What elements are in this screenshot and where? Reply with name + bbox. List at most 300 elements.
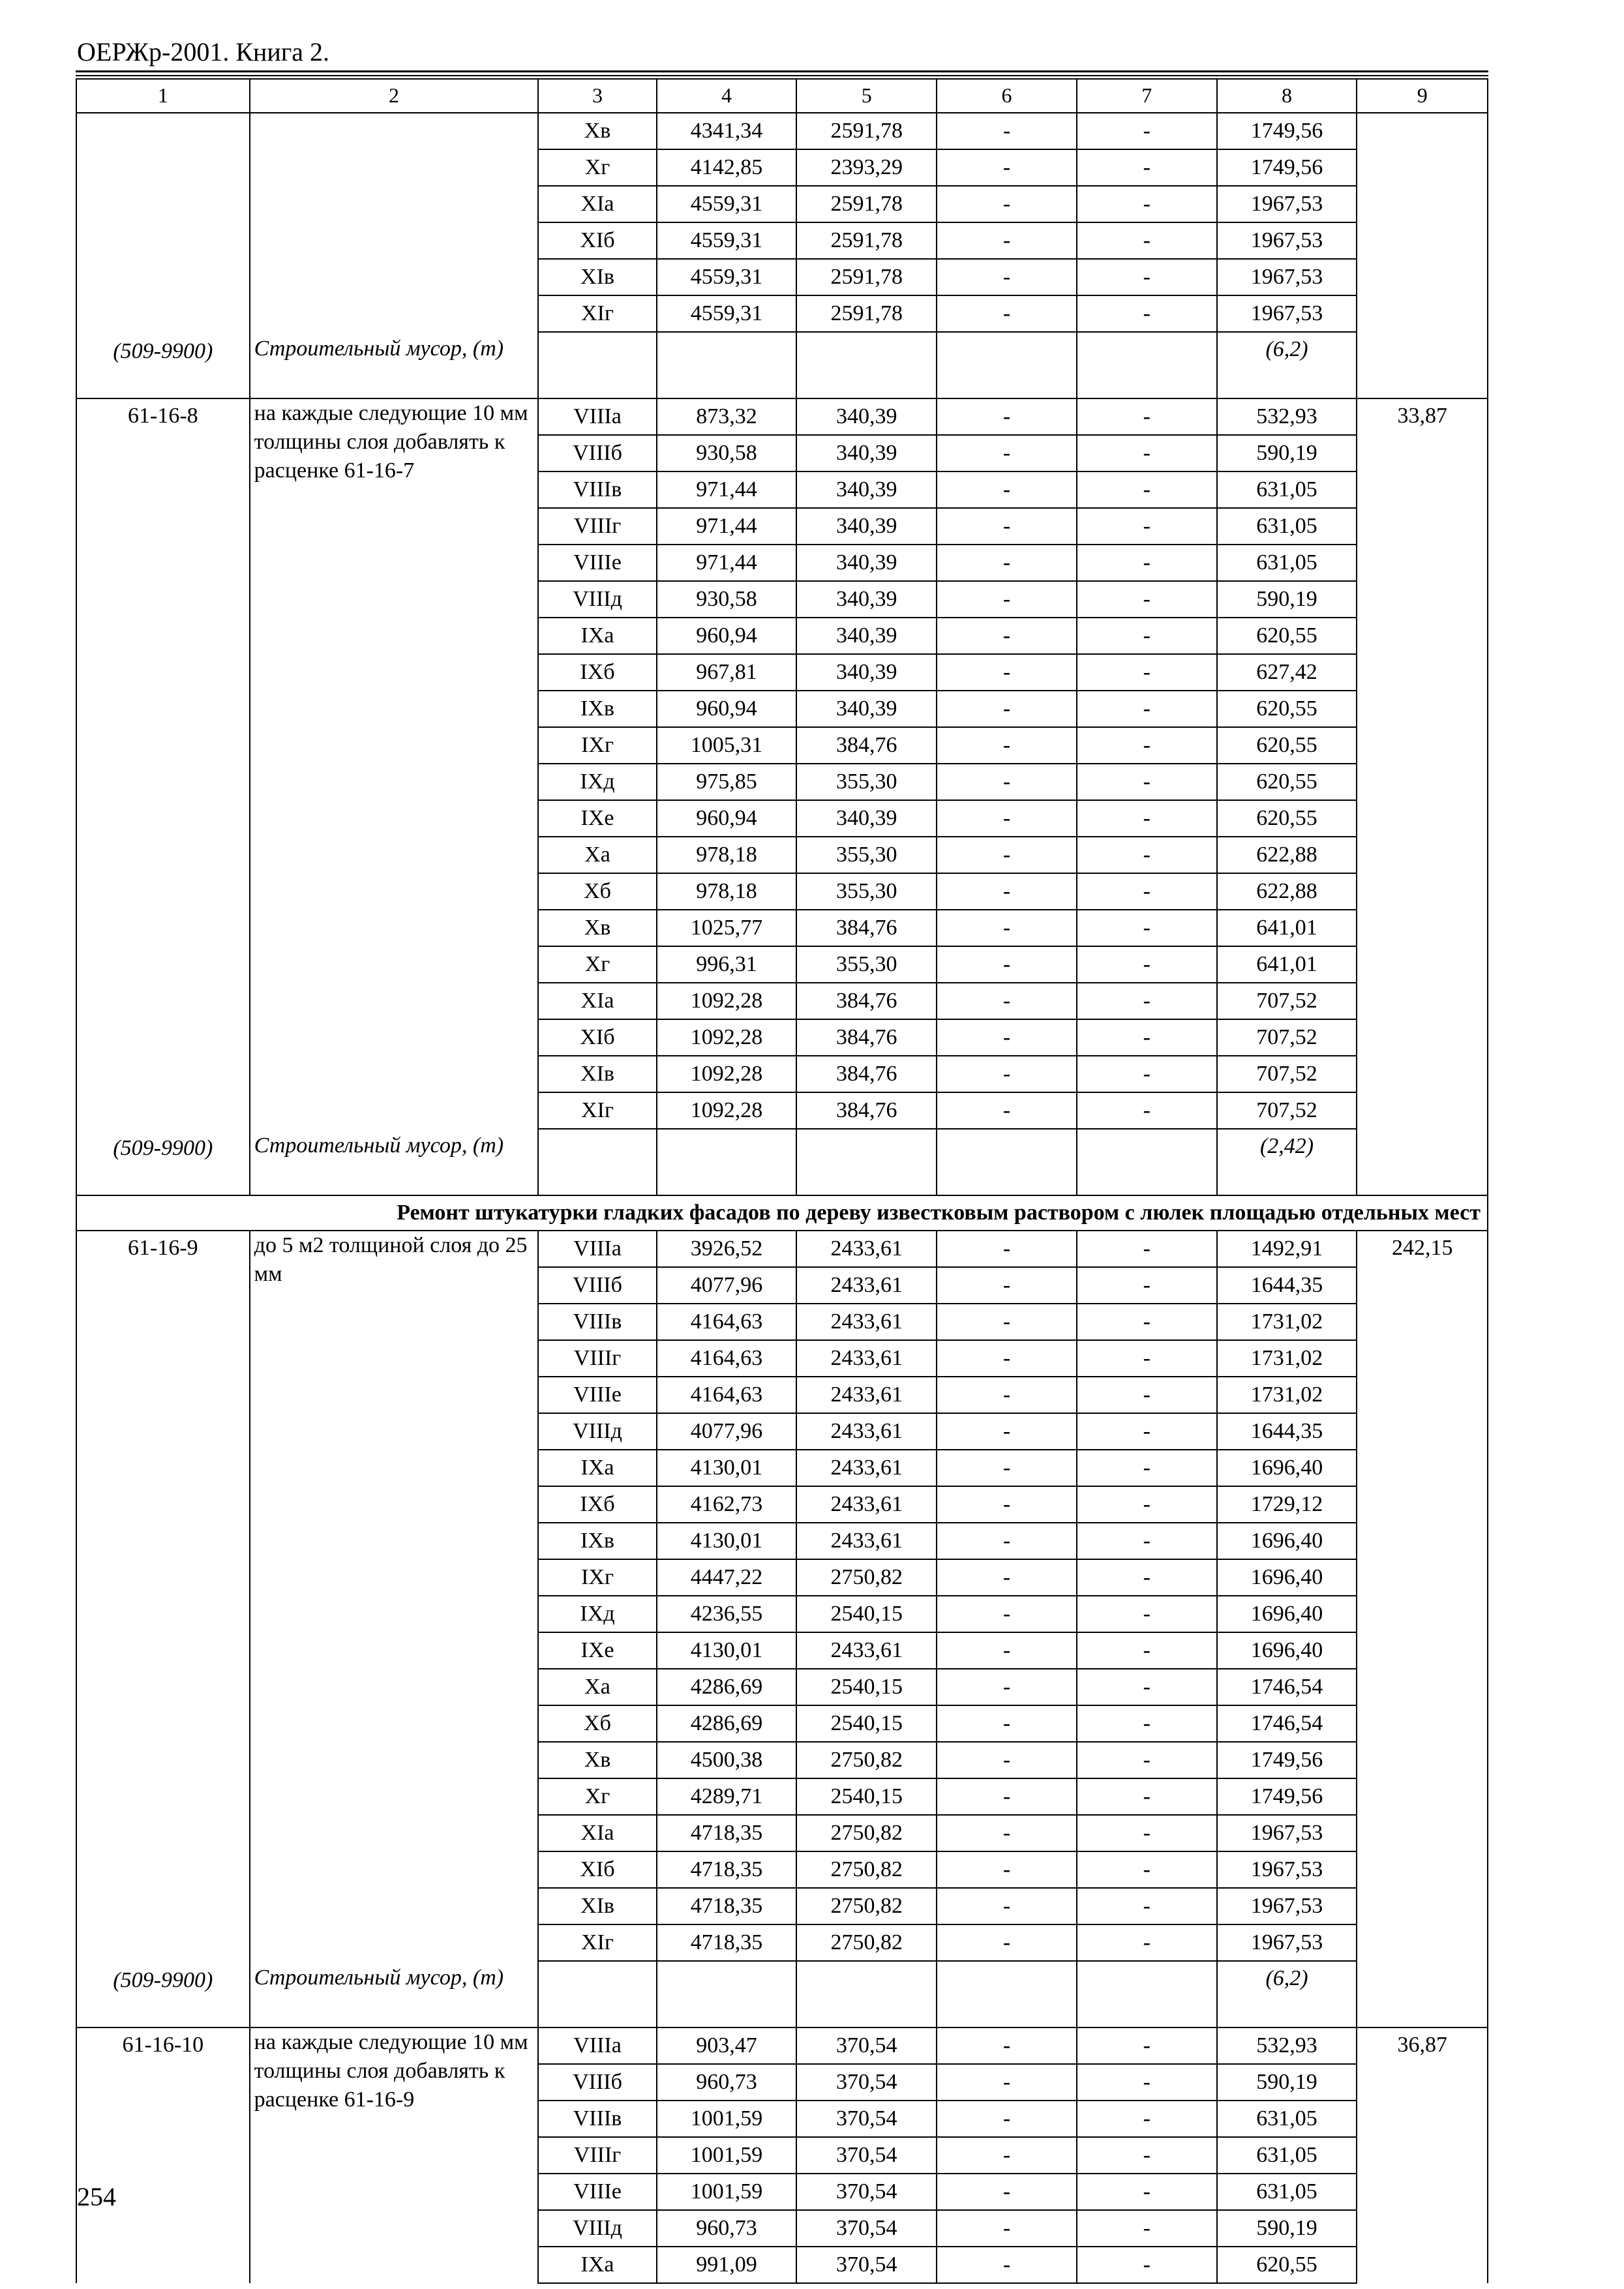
cost-wages: 2750,82 [796, 1559, 937, 1596]
region-code: IXа [538, 2247, 656, 2283]
cost-machines: - [937, 1705, 1077, 1742]
cost-machinist-wages: - [1077, 1413, 1217, 1450]
region-code: IXе [538, 1632, 656, 1669]
region-code: XIа [538, 186, 656, 222]
cost-machinist-wages: - [1077, 1778, 1217, 1815]
cost-total: 960,73 [657, 2210, 797, 2247]
waste-empty [538, 1961, 656, 2027]
cost-materials: 631,05 [1217, 508, 1357, 545]
cost-total: 1092,28 [657, 983, 797, 1019]
cost-machinist-wages: - [1077, 618, 1217, 654]
region-code: IXг [538, 1559, 656, 1596]
cost-machinist-wages: - [1077, 1851, 1217, 1888]
cost-wages: 355,30 [796, 946, 937, 983]
cost-total: 4500,38 [657, 1742, 797, 1778]
rate-code: 61-16-10 [76, 2027, 250, 2283]
cost-wages: 2591,78 [796, 259, 937, 295]
cost-machines: - [937, 1486, 1077, 1523]
cost-wages: 2750,82 [796, 1888, 937, 1924]
cost-wages: 2433,61 [796, 1413, 937, 1450]
cost-wages: 384,76 [796, 983, 937, 1019]
cost-machinist-wages: - [1077, 581, 1217, 618]
cost-total: 967,81 [657, 654, 797, 691]
cost-materials: 631,05 [1217, 2101, 1357, 2137]
cost-total: 930,58 [657, 435, 797, 471]
cost-wages: 340,39 [796, 508, 937, 545]
cost-wages: 2540,15 [796, 1705, 937, 1742]
cost-machinist-wages: - [1077, 654, 1217, 691]
column-number: 8 [1217, 79, 1357, 113]
cost-total: 3926,52 [657, 1231, 797, 1267]
cost-machinist-wages: - [1077, 1056, 1217, 1092]
cost-total: 978,18 [657, 873, 797, 910]
column-number: 6 [937, 79, 1077, 113]
region-code: Xа [538, 837, 656, 873]
cost-machinist-wages: - [1077, 435, 1217, 471]
cost-machines: - [937, 946, 1077, 983]
labor-cost: 36,87 [1357, 2027, 1488, 2283]
cost-machines: - [937, 691, 1077, 727]
cost-materials: 1492,91 [1217, 1231, 1357, 1267]
cost-materials: 1967,53 [1217, 1888, 1357, 1924]
cost-machinist-wages: - [1077, 398, 1217, 435]
cost-machines: - [937, 2064, 1077, 2101]
cost-total: 971,44 [657, 471, 797, 508]
region-code: VIIIе [538, 1377, 656, 1413]
cost-wages: 2433,61 [796, 1523, 937, 1559]
cost-wages: 2433,61 [796, 1486, 937, 1523]
cost-materials: 1696,40 [1217, 1523, 1357, 1559]
cost-total: 971,44 [657, 508, 797, 545]
region-code: IXв [538, 691, 656, 727]
cost-total: 1092,28 [657, 1019, 797, 1056]
cost-wages: 384,76 [796, 910, 937, 946]
cost-machines: - [937, 398, 1077, 435]
cost-total: 4236,55 [657, 1596, 797, 1632]
cost-wages: 370,54 [796, 2174, 937, 2210]
cost-wages: 2393,29 [796, 149, 937, 186]
region-code: IXа [538, 618, 656, 654]
cost-total: 1025,77 [657, 910, 797, 946]
cost-wages: 340,39 [796, 545, 937, 581]
rate-description: до 5 м2 толщиной слоя до 25 мм [250, 1231, 539, 1961]
region-code: IXб [538, 654, 656, 691]
cost-total: 1001,59 [657, 2137, 797, 2174]
region-code: Xв [538, 113, 656, 149]
cost-materials: 1644,35 [1217, 1413, 1357, 1450]
cost-wages: 355,30 [796, 764, 937, 800]
cost-total: 1001,59 [657, 2174, 797, 2210]
cost-total: 903,47 [657, 2027, 797, 2064]
cost-machines: - [937, 1851, 1077, 1888]
cost-machines: - [937, 435, 1077, 471]
region-code: VIIIа [538, 398, 656, 435]
cost-machines: - [937, 873, 1077, 910]
region-code: XIа [538, 1815, 656, 1851]
cost-machinist-wages: - [1077, 259, 1217, 295]
region-code: Xв [538, 910, 656, 946]
cost-total: 4559,31 [657, 222, 797, 259]
section-heading-row [76, 1195, 1488, 1231]
cost-machinist-wages: - [1077, 727, 1217, 764]
cost-machines: - [937, 295, 1077, 332]
cost-total: 991,09 [657, 2247, 797, 2283]
cost-machines: - [937, 1523, 1077, 1559]
cost-wages: 2540,15 [796, 1596, 937, 1632]
cost-machines: - [937, 545, 1077, 581]
cost-machines: - [937, 1340, 1077, 1377]
cost-wages: 370,54 [796, 2101, 937, 2137]
cost-machines: - [937, 222, 1077, 259]
cost-total: 4164,63 [657, 1304, 797, 1340]
cost-machinist-wages: - [1077, 1450, 1217, 1486]
cost-materials: 590,19 [1217, 2064, 1357, 2101]
region-code: XIв [538, 259, 656, 295]
labor-cost [1357, 113, 1488, 398]
cost-total: 960,94 [657, 618, 797, 654]
cost-materials: 631,05 [1217, 2137, 1357, 2174]
cost-materials: 620,55 [1217, 691, 1357, 727]
rate-description [250, 113, 539, 332]
region-code: IXб [538, 1486, 656, 1523]
region-code: XIв [538, 1056, 656, 1092]
cost-machinist-wages: - [1077, 545, 1217, 581]
column-number-row [76, 79, 1488, 113]
cost-total: 1092,28 [657, 1056, 797, 1092]
cost-wages: 2750,82 [796, 1924, 937, 1961]
cost-machinist-wages: - [1077, 508, 1217, 545]
cost-machinist-wages: - [1077, 2101, 1217, 2137]
table-row [76, 113, 1488, 149]
cost-wages: 370,54 [796, 2247, 937, 2283]
region-code: VIIIе [538, 2174, 656, 2210]
cost-materials: 1967,53 [1217, 186, 1357, 222]
cost-total: 4164,63 [657, 1377, 797, 1413]
cost-machinist-wages: - [1077, 1559, 1217, 1596]
region-code: XIг [538, 295, 656, 332]
cost-total: 4447,22 [657, 1559, 797, 1596]
region-code: Xг [538, 149, 656, 186]
waste-label: Строительный мусор, (т) [250, 332, 539, 398]
rate-code: 61-16-8 [76, 398, 250, 1129]
cost-materials: 532,93 [1217, 398, 1357, 435]
waste-empty [538, 1129, 656, 1195]
cost-materials: 1746,54 [1217, 1705, 1357, 1742]
region-code: Xб [538, 1705, 656, 1742]
cost-total: 4559,31 [657, 259, 797, 295]
cost-materials: 1749,56 [1217, 1778, 1357, 1815]
region-code: VIIIд [538, 2210, 656, 2247]
labor-cost: 242,15 [1357, 1231, 1488, 2027]
region-code: IXа [538, 1450, 656, 1486]
cost-wages: 2750,82 [796, 1851, 937, 1888]
cost-wages: 355,30 [796, 837, 937, 873]
cost-machinist-wages: - [1077, 2137, 1217, 2174]
cost-machines: - [937, 113, 1077, 149]
cost-total: 1005,31 [657, 727, 797, 764]
waste-empty [937, 332, 1077, 398]
cost-wages: 384,76 [796, 1019, 937, 1056]
cost-materials: 620,55 [1217, 618, 1357, 654]
cost-total: 971,44 [657, 545, 797, 581]
waste-code: (509-9900) [76, 1129, 250, 1195]
region-code: VIIIе [538, 545, 656, 581]
cost-materials: 590,19 [1217, 2210, 1357, 2247]
waste-row [76, 332, 1488, 398]
waste-label: Строительный мусор, (т) [250, 1961, 539, 2027]
cost-machines: - [937, 2174, 1077, 2210]
cost-wages: 384,76 [796, 1056, 937, 1092]
cost-total: 4077,96 [657, 1413, 797, 1450]
region-code: VIIIг [538, 2137, 656, 2174]
cost-wages: 2591,78 [796, 222, 937, 259]
cost-machinist-wages: - [1077, 946, 1217, 983]
cost-machinist-wages: - [1077, 2174, 1217, 2210]
cost-materials: 1644,35 [1217, 1267, 1357, 1304]
cost-materials: 631,05 [1217, 471, 1357, 508]
cost-machines: - [937, 1092, 1077, 1129]
cost-materials: 1967,53 [1217, 295, 1357, 332]
cost-materials: 627,42 [1217, 654, 1357, 691]
cost-materials: 1749,56 [1217, 113, 1357, 149]
cost-machines: - [937, 1056, 1077, 1092]
cost-machines: - [937, 1596, 1077, 1632]
cost-machinist-wages: - [1077, 910, 1217, 946]
cost-machines: - [937, 2137, 1077, 2174]
cost-total: 4718,35 [657, 1815, 797, 1851]
cost-total: 4286,69 [657, 1705, 797, 1742]
cost-wages: 384,76 [796, 727, 937, 764]
cost-materials: 620,55 [1217, 2247, 1357, 2283]
cost-machinist-wages: - [1077, 1377, 1217, 1413]
cost-total: 996,31 [657, 946, 797, 983]
cost-wages: 2433,61 [796, 1231, 937, 1267]
cost-materials: 1746,54 [1217, 1669, 1357, 1705]
cost-wages: 370,54 [796, 2064, 937, 2101]
cost-machines: - [937, 259, 1077, 295]
waste-empty [657, 332, 797, 398]
waste-empty [1077, 1129, 1217, 1195]
table-row [76, 2027, 1488, 2064]
cost-materials: 622,88 [1217, 837, 1357, 873]
cost-machines: - [937, 764, 1077, 800]
region-code: VIIIд [538, 1413, 656, 1450]
cost-machines: - [937, 2210, 1077, 2247]
cost-machines: - [937, 1559, 1077, 1596]
cost-machinist-wages: - [1077, 1815, 1217, 1851]
region-code: XIб [538, 1851, 656, 1888]
cost-wages: 370,54 [796, 2137, 937, 2174]
region-code: XIг [538, 1092, 656, 1129]
waste-row [76, 1961, 1488, 2027]
cost-total: 960,94 [657, 691, 797, 727]
cost-wages: 2433,61 [796, 1377, 937, 1413]
cost-wages: 340,39 [796, 581, 937, 618]
cost-materials: 1696,40 [1217, 1632, 1357, 1669]
cost-machines: - [937, 983, 1077, 1019]
cost-machines: - [937, 1450, 1077, 1486]
column-number: 7 [1077, 79, 1217, 113]
region-code: VIIIб [538, 1267, 656, 1304]
cost-machinist-wages: - [1077, 222, 1217, 259]
cost-machines: - [937, 149, 1077, 186]
cost-machines: - [937, 1019, 1077, 1056]
cost-machines: - [937, 1888, 1077, 1924]
cost-materials: 631,05 [1217, 545, 1357, 581]
cost-machinist-wages: - [1077, 2247, 1217, 2283]
cost-wages: 384,76 [796, 1092, 937, 1129]
cost-machinist-wages: - [1077, 1304, 1217, 1340]
cost-total: 4559,31 [657, 186, 797, 222]
cost-materials: 1731,02 [1217, 1340, 1357, 1377]
waste-code: (509-9900) [76, 1961, 250, 2027]
cost-wages: 2750,82 [796, 1742, 937, 1778]
cost-materials: 532,93 [1217, 2027, 1357, 2064]
region-code: IXг [538, 727, 656, 764]
waste-empty [796, 1129, 937, 1195]
cost-machinist-wages: - [1077, 295, 1217, 332]
region-code: VIIIа [538, 2027, 656, 2064]
cost-total: 960,73 [657, 2064, 797, 2101]
cost-machines: - [937, 1669, 1077, 1705]
cost-materials: 1731,02 [1217, 1304, 1357, 1340]
cost-total: 4130,01 [657, 1450, 797, 1486]
cost-machines: - [937, 800, 1077, 837]
cost-machines: - [937, 186, 1077, 222]
section-heading: Ремонт штукатурки гладких фасадов по дереву известковым раствором с люлек площадью отдельных мест [76, 1195, 1488, 1231]
cost-total: 4077,96 [657, 1267, 797, 1304]
cost-machines: - [937, 910, 1077, 946]
region-code: Xг [538, 1778, 656, 1815]
column-number: 2 [250, 79, 539, 113]
cost-machines: - [937, 618, 1077, 654]
cost-machinist-wages: - [1077, 471, 1217, 508]
region-code: VIIIв [538, 1304, 656, 1340]
rate-code: 61-16-9 [76, 1231, 250, 1961]
cost-wages: 2433,61 [796, 1632, 937, 1669]
cost-total: 4718,35 [657, 1851, 797, 1888]
rate-description: на каждые следующие 10 мм толщины слоя добавлять к расценке 61-16-9 [250, 2027, 539, 2283]
cost-machines: - [937, 1815, 1077, 1851]
cost-materials: 620,55 [1217, 800, 1357, 837]
cost-wages: 2433,61 [796, 1267, 937, 1304]
waste-code: (509-9900) [76, 332, 250, 398]
cost-total: 960,94 [657, 800, 797, 837]
cost-total: 1001,59 [657, 2101, 797, 2137]
cost-wages: 370,54 [796, 2210, 937, 2247]
cost-materials: 620,55 [1217, 764, 1357, 800]
cost-materials: 707,52 [1217, 1019, 1357, 1056]
region-code: XIб [538, 1019, 656, 1056]
cost-wages: 340,39 [796, 471, 937, 508]
cost-machines: - [937, 837, 1077, 873]
cost-total: 4718,35 [657, 1924, 797, 1961]
cost-materials: 631,05 [1217, 2174, 1357, 2210]
cost-materials: 707,52 [1217, 983, 1357, 1019]
region-code: XIг [538, 1924, 656, 1961]
cost-machinist-wages: - [1077, 837, 1217, 873]
cost-materials: 1696,40 [1217, 1559, 1357, 1596]
cost-materials: 641,01 [1217, 910, 1357, 946]
cost-materials: 1967,53 [1217, 1924, 1357, 1961]
region-code: IXе [538, 800, 656, 837]
cost-materials: 1967,53 [1217, 222, 1357, 259]
page-number: 254 [77, 2182, 116, 2211]
cost-machinist-wages: - [1077, 1742, 1217, 1778]
cost-total: 4164,63 [657, 1340, 797, 1377]
waste-row [76, 1129, 1488, 1195]
cost-total: 975,85 [657, 764, 797, 800]
cost-machinist-wages: - [1077, 1267, 1217, 1304]
cost-materials: 1749,56 [1217, 149, 1357, 186]
cost-machines: - [937, 2101, 1077, 2137]
cost-wages: 2591,78 [796, 295, 937, 332]
cost-total: 4286,69 [657, 1669, 797, 1705]
cost-materials: 1749,56 [1217, 1742, 1357, 1778]
cost-materials: 707,52 [1217, 1092, 1357, 1129]
cost-materials: 1967,53 [1217, 1851, 1357, 1888]
cost-wages: 355,30 [796, 873, 937, 910]
cost-machinist-wages: - [1077, 873, 1217, 910]
labor-cost: 33,87 [1357, 398, 1488, 1195]
cost-wages: 340,39 [796, 691, 937, 727]
cost-total: 4162,73 [657, 1486, 797, 1523]
cost-machines: - [937, 1742, 1077, 1778]
cost-materials: 1696,40 [1217, 1596, 1357, 1632]
waste-empty [657, 1129, 797, 1195]
cost-total: 4341,34 [657, 113, 797, 149]
waste-empty [937, 1129, 1077, 1195]
cost-wages: 2750,82 [796, 1815, 937, 1851]
cost-wages: 340,39 [796, 398, 937, 435]
cost-machinist-wages: - [1077, 2064, 1217, 2101]
cost-machinist-wages: - [1077, 1486, 1217, 1523]
cost-total: 4289,71 [657, 1778, 797, 1815]
table-row [76, 1231, 1488, 1267]
cost-machinist-wages: - [1077, 1705, 1217, 1742]
cost-materials: 1696,40 [1217, 1450, 1357, 1486]
cost-machines: - [937, 1632, 1077, 1669]
cost-machines: - [937, 727, 1077, 764]
waste-value: (6,2) [1217, 1961, 1357, 2027]
cost-materials: 707,52 [1217, 1056, 1357, 1092]
region-code: Xа [538, 1669, 656, 1705]
cost-materials: 622,88 [1217, 873, 1357, 910]
column-number: 9 [1357, 79, 1488, 113]
waste-empty [937, 1961, 1077, 2027]
region-code: XIв [538, 1888, 656, 1924]
waste-empty [796, 1961, 937, 2027]
waste-value: (2,42) [1217, 1129, 1357, 1195]
region-code: XIб [538, 222, 656, 259]
region-code: Xг [538, 946, 656, 983]
cost-wages: 2433,61 [796, 1340, 937, 1377]
cost-wages: 340,39 [796, 435, 937, 471]
cost-wages: 340,39 [796, 654, 937, 691]
cost-total: 4559,31 [657, 295, 797, 332]
cost-wages: 2540,15 [796, 1778, 937, 1815]
cost-total: 4718,35 [657, 1888, 797, 1924]
cost-machines: - [937, 581, 1077, 618]
region-code: IXд [538, 764, 656, 800]
waste-empty [657, 1961, 797, 2027]
cost-machines: - [937, 2247, 1077, 2283]
region-code: Xв [538, 1742, 656, 1778]
table-row [76, 398, 1488, 435]
cost-total: 873,32 [657, 398, 797, 435]
cost-materials: 1967,53 [1217, 1815, 1357, 1851]
region-code: VIIIа [538, 1231, 656, 1267]
